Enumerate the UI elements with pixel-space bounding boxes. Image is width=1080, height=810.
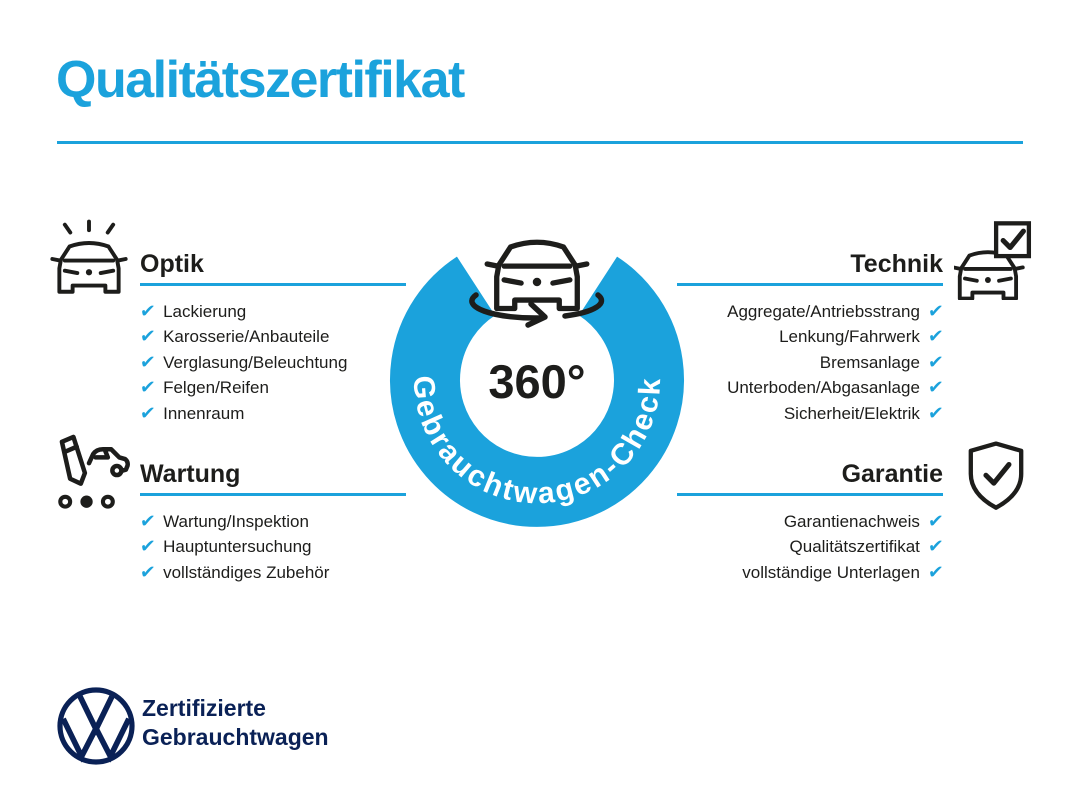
section-title-wartung: Wartung [140,460,241,488]
list-item [677,350,943,376]
checklist-item-label: Bremsanlage [819,352,920,372]
checklist-item-label: vollständiges Zubehör [163,562,330,582]
section-title-garantie: Garantie [841,460,943,488]
checklist-item-label: Felgen/Reifen [163,378,269,398]
shield-check-icon [960,438,1032,514]
car-shine-icon [50,218,128,300]
list-item [140,325,406,351]
list-item [677,299,943,325]
checklist-item-label: Verglasung/Beleuchtung [163,352,348,372]
check-icon: ✔ [926,510,945,532]
checklist-item-label: Unterboden/Abgasanlage [727,378,920,398]
check-icon: ✔ [926,561,945,583]
checklist-item-label: Aggregate/Antriebsstrang [727,301,920,321]
list-item [140,376,406,402]
list-item [677,560,943,586]
section-garantie [677,457,943,586]
section-divider [140,493,406,496]
360-check-badge [387,205,687,535]
list-item [140,509,406,535]
checklist-item-label: vollständige Unterlagen [742,562,920,582]
checklist-item-label: Sicherheit/Elektrik [783,403,920,423]
section-wartung [140,457,406,586]
degree-label: 360° [488,355,586,408]
section-divider [677,493,943,496]
check-icon: ✔ [926,351,945,373]
footer-line2: Gebrauchtwagen [142,724,329,750]
checklist-item-label: Lackierung [163,301,247,321]
section-optik [140,247,406,427]
check-icon: ✔ [138,300,157,322]
section-technik [677,247,943,427]
vw-logo [56,686,136,766]
section-title-technik: Technik [850,250,943,278]
section-divider [140,283,406,286]
checklist-item-label: Wartung/Inspektion [163,511,309,531]
check-icon: ✔ [926,402,945,424]
checklist-item-label: Innenraum [163,403,245,423]
check-icon: ✔ [138,561,157,583]
check-icon: ✔ [138,536,157,558]
list-item [677,376,943,402]
car-rotation-icon [472,242,602,325]
check-icon: ✔ [138,377,157,399]
list-item [677,509,943,535]
checklist-item-label: Qualitätszertifikat [789,537,920,557]
list-item [140,560,406,586]
list-item [677,325,943,351]
list-item [140,535,406,561]
page-title: Qualitätszertifikat [56,51,464,109]
section-title-optik: Optik [140,250,204,278]
ring-label: Gebrauchtwagen-Check [406,374,668,511]
car-checkbox-icon [954,220,1032,300]
checklist-item-label: Karosserie/Anbauteile [163,327,330,347]
check-icon: ✔ [138,351,157,373]
list-item [140,350,406,376]
title-divider [57,141,1023,144]
check-icon: ✔ [926,326,945,348]
checklist-item-label: Lenkung/Fahrwerk [779,327,920,347]
footer-line1: Zertifizierte [142,695,266,721]
footer-brand-text [142,694,329,752]
checklist-item-label: Hauptuntersuchung [163,537,312,557]
check-icon: ✔ [138,402,157,424]
check-icon: ✔ [138,510,157,532]
check-icon: ✔ [138,326,157,348]
checklist-item-label: Garantienachweis [783,511,920,531]
list-item [140,401,406,427]
check-icon: ✔ [926,536,945,558]
section-divider [677,283,943,286]
check-icon: ✔ [926,377,945,399]
list-item [677,401,943,427]
list-item [140,299,406,325]
check-icon: ✔ [926,300,945,322]
list-item [677,535,943,561]
pencil-car-icon [48,430,130,516]
